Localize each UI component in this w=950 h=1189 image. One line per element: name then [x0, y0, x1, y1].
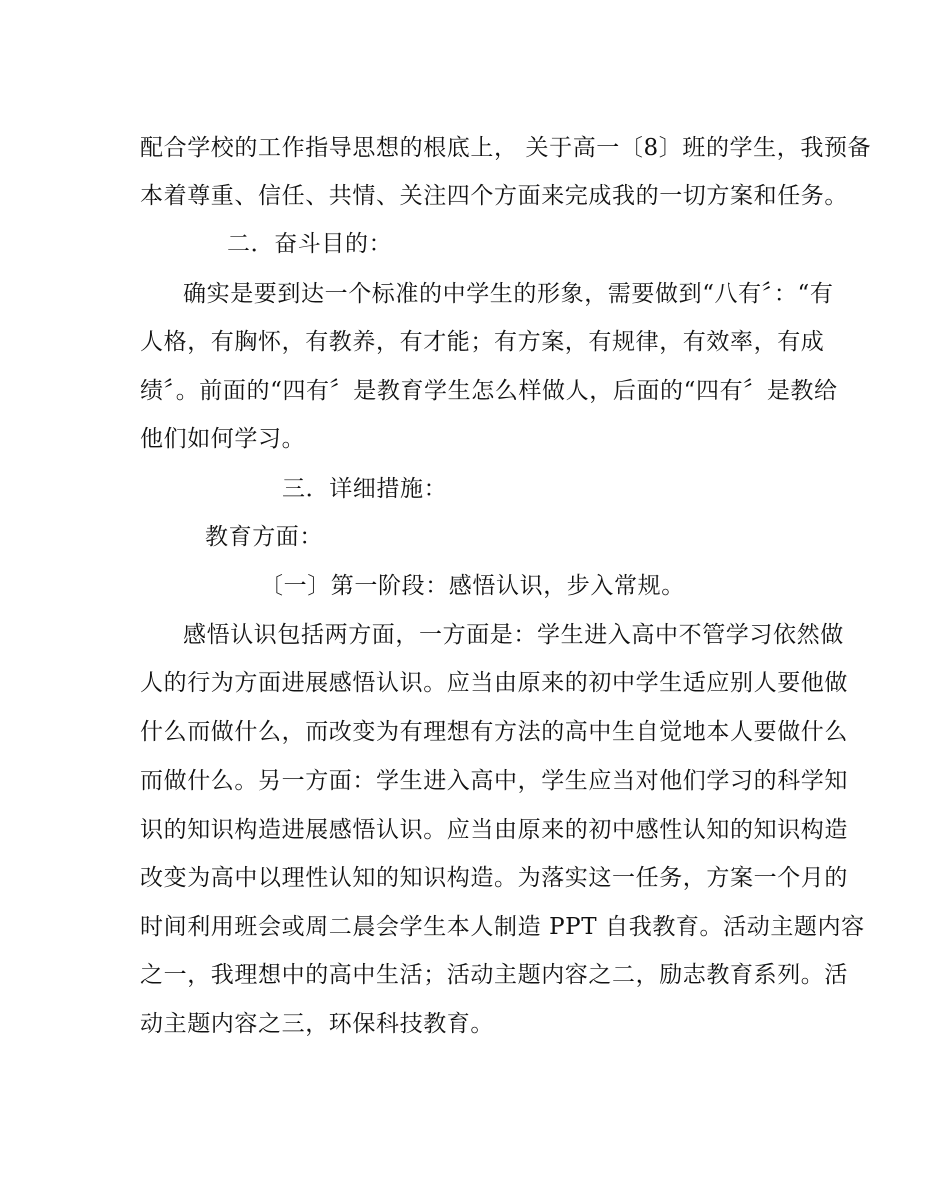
text-line: 感悟认识包括两方面，一方面是：学生进入高中不管学习依然做: [183, 622, 844, 648]
text-line: 配合学校的工作指导思想的根底上， 关于高一〔8〕班的学生，我预备: [140, 135, 872, 161]
text-line: 人格，有胸怀，有教养，有才能；有方案，有规律，有效率，有成: [140, 329, 825, 355]
text-line: 绩〞。前面的“四有〞是教育学生怎么样做人，后面的“四有〞是教给: [140, 378, 838, 404]
section-heading-measures: 三．详细措施：: [282, 476, 448, 502]
section-heading-goals: 二．奋斗目的：: [227, 231, 393, 257]
text-line: 他们如何学习。: [140, 426, 306, 452]
text-line: 动主题内容之三，环保科技教育。: [140, 1011, 494, 1037]
text-line: 时间利用班会或周二晨会学生本人制造 PPT 自我教育。活动主题内容: [140, 914, 865, 940]
text-line: 人的行为方面进展感悟认识。应当由原来的初中学生适应别人要他做: [140, 670, 848, 696]
text-line: 确实是要到达一个标准的中学生的形象，需要做到“八有〞：“有: [183, 281, 834, 307]
text-line: 而做什么。另一方面：学生进入高中，学生应当对他们学习的科学知: [140, 768, 848, 794]
text-line: 之一，我理想中的高中生活；活动主题内容之二，励志教育系列。活: [140, 962, 848, 988]
text-line: 改变为高中以理性认知的知识构造。为落实这一任务，方案一个月的: [140, 865, 848, 891]
subheading-education: 教育方面：: [205, 524, 323, 550]
text-line: 本着尊重、信任、共情、关注四个方面来完成我的一切方案和任务。: [140, 183, 848, 209]
text-line: 什么而做什么，而改变为有理想有方法的高中生自觉地本人要做什么: [140, 719, 848, 745]
text-line: 识的知识构造进展感悟认识。应当由原来的初中感性认知的知识构造: [140, 817, 848, 843]
subheading-stage-one: 〔一〕第一阶段：感悟认识，步入常规。: [260, 573, 685, 599]
